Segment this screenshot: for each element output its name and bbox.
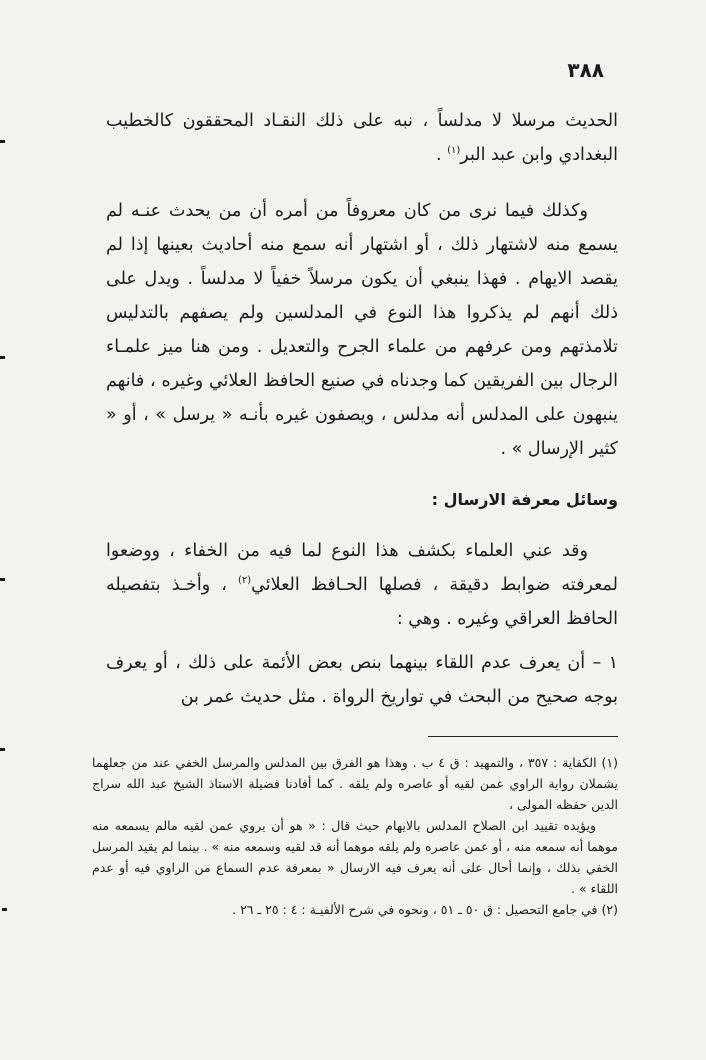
footnotes [92, 752, 618, 920]
paragraph-1-text: الحديث مرسلا لا مدلساً ، نبه على ذلك النقـاد المحققون كالخطيب البغدادي وابن عبد البر [106, 111, 618, 165]
paragraph-3-text-after: ، وأخـذ بتفصيله الحافظ العراقي وغيره . وهي : [106, 575, 618, 629]
paragraph-4 [106, 646, 618, 714]
paragraph-4-text: ١ – أن يعرف عدم اللقاء بينهما بنص بعض الأئمة على ذلك ، أو يعرف بوجه صحيح من البحث في تواريخ الرواة . مثل حديث عمر بن [106, 653, 618, 707]
footnote-1-continued: ويؤيده تقييد ابن الصلاح المدلس بالايهام حيث قال : « هو أن يروي عمن لقيه مالم يسمعه منه موهما أنه سمعه منه ، أو عمن عاصره ولم يلقه موهما أنه قد لقيه وسمعه منه » . بينما لم يقيد المرسل الخفي بذلك ، وإنما أحال على أنه يعرف فيه الارسال « بمعرفة عدم السماع من الراوي فيه أو عدم اللقاء » . [92, 818, 618, 896]
paragraph-3 [106, 534, 618, 636]
binding-mark [0, 356, 5, 359]
section-heading: وسائل معرفة الارسال : [431, 490, 618, 509]
binding-mark [0, 140, 5, 143]
footnote-divider [428, 736, 618, 737]
paragraph-1 [106, 104, 618, 172]
paragraph-3-text-before: وقد عني العلماء بكشف هذا النوع لما فيه من الخفاء ، ووضعوا لمعرفته ضوابط دقيقة ، فصلها الحـافظ العلائي [106, 541, 618, 595]
footnote-1: (١) الكفاية : ٣٥٧ ، والتمهيد : ق ٤ ب . وهذا هو الفرق بين المدلس والمرسل الخفي عند من جعلهما يشملان رواية الراوي عمن لقيه أو عاصره ولم يلقه . كما أفادنا فضيلة الاستاذ الشيخ عبد الله سراج الدين حفظه المولى ، [92, 755, 618, 812]
binding-mark [0, 748, 5, 751]
footnote-2: (٢) في جامع التحصيل : ق ٥٠ ـ ٥١ ، ونحوه في شرح الألفيـة : ٤ : ٢٥ ـ ٢٦ . [232, 902, 618, 917]
footnote-ref-2[interactable]: (٢) [237, 575, 252, 587]
binding-mark [2, 908, 7, 911]
footnote-ref-1[interactable]: (١) [447, 145, 461, 157]
paragraph-1-end: . [435, 145, 448, 165]
page-number: ٣٨٨ [567, 58, 604, 82]
paragraph-2 [106, 194, 618, 466]
binding-mark [0, 578, 5, 581]
paragraph-2-text: وكذلك فيما نرى من كان معروفاً من أمره أن من يحدث عنـه لم يسمع منه لاشتهار ذلك ، أو اشتهار أنه سمع منه أحاديث بعينها إذا لم يقصد الايهام . فهذا ينبغي أن يكون مرسلاً خفياً لا مدلساً . ويدل على ذلك أنهم لم يذكروا هذا النوع في المدلسين ولم يصفهم بالتدليس تلامذتهم ومن عرفهم من علماء الجرح والتعديل . ومن هنا ميز علمـاء الرجال بين الفريقين كما وجدناه في صنيع الحافظ العلائي وغيره ، فانهم ينبهون على المدلس أنه مدلس ، ويصفون غيره بأنـه « يرسل » ، أو « كثير الإرسال » . [106, 201, 618, 459]
